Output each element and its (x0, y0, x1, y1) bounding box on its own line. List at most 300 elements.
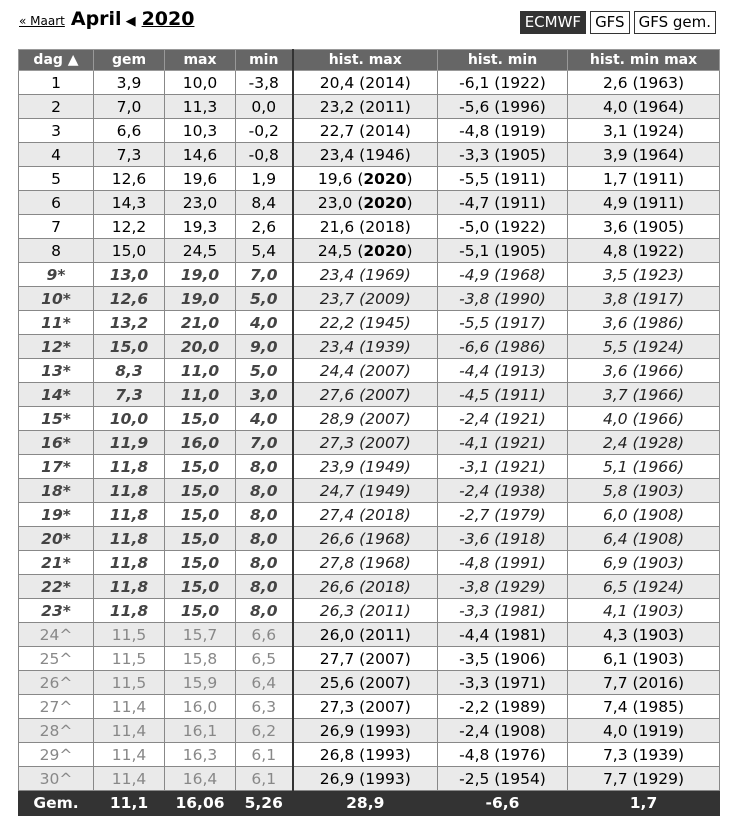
cell-min: 6,3 (236, 695, 293, 719)
cell-dag: 3 (19, 119, 94, 143)
cell-min: 8,0 (236, 479, 293, 503)
table-row (19, 479, 720, 503)
cell-hist-min: -3,5 (1906) (438, 647, 568, 671)
hist-max-year: 2007 (365, 409, 405, 428)
cell-min: 5,0 (236, 359, 293, 383)
cell-dag: 15* (19, 407, 94, 431)
hist-max-value: 26,9 (319, 721, 355, 740)
table-row (19, 383, 720, 407)
footer-hist-max: 28,9 (293, 791, 438, 816)
cell-hist-min: -3,8 (1929) (438, 575, 568, 599)
cell-hist-min: -3,1 (1921) (438, 455, 568, 479)
hist-max-value: 27,3 (319, 697, 355, 716)
cell-gem: 15,0 (94, 239, 165, 263)
cell-hist-min-max: 3,9 (1964) (568, 143, 720, 167)
table-row (19, 335, 720, 359)
cell-dag: 22* (19, 575, 94, 599)
cell-max: 14,6 (165, 143, 236, 167)
cell-max: 24,5 (165, 239, 236, 263)
table-row (19, 671, 720, 695)
table-row (19, 623, 720, 647)
table-body (19, 71, 720, 791)
cell-hist-min-max: 4,9 (1911) (568, 191, 720, 215)
hist-max-value: 20,4 (319, 73, 355, 92)
cell-gem: 12,2 (94, 215, 165, 239)
cell-hist-min: -4,8 (1919) (438, 119, 568, 143)
hist-max-year: 1945 (365, 313, 405, 332)
cell-hist-min: -3,3 (1905) (438, 143, 568, 167)
cell-hist-min-max: 3,6 (1905) (568, 215, 720, 239)
cell-min: 1,9 (236, 167, 293, 191)
cell-gem: 7,3 (94, 383, 165, 407)
model-button-gfs-gem[interactable]: GFS gem. (634, 11, 716, 34)
hist-max-year: 2014 (365, 121, 405, 140)
cell-hist-min-max: 3,6 (1986) (568, 311, 720, 335)
footer-gem: 11,1 (94, 791, 165, 816)
table-row (19, 503, 720, 527)
cell-min: 8,0 (236, 527, 293, 551)
cell-gem: 11,5 (94, 647, 165, 671)
cell-hist-min-max: 4,3 (1903) (568, 623, 720, 647)
hist-max-year: 2007 (365, 649, 405, 668)
hist-max-year: 2011 (365, 625, 405, 644)
hist-max-year: 2018 (365, 505, 405, 524)
hist-max-year: 2007 (365, 385, 405, 404)
cell-hist-min: -6,6 (1986) (438, 335, 568, 359)
cell-max: 11,0 (165, 359, 236, 383)
hist-max-value: 23,4 (319, 337, 355, 356)
cell-max: 15,9 (165, 671, 236, 695)
cell-min: 0,0 (236, 95, 293, 119)
cell-gem: 12,6 (94, 287, 165, 311)
cell-gem: 7,3 (94, 143, 165, 167)
cell-max: 11,0 (165, 383, 236, 407)
hist-max-year: 2007 (365, 673, 405, 692)
cell-hist-max: 27,6 (2007) (293, 383, 438, 407)
cell-hist-min-max: 5,5 (1924) (568, 335, 720, 359)
cell-max: 16,4 (165, 767, 236, 791)
cell-hist-max: 26,9 (1993) (293, 719, 438, 743)
month-navigation (19, 8, 194, 30)
cell-gem: 14,3 (94, 191, 165, 215)
hist-max-value: 26,6 (319, 529, 355, 548)
cell-hist-min: -2,5 (1954) (438, 767, 568, 791)
table-row (19, 239, 720, 263)
cell-hist-max: 27,8 (1968) (293, 551, 438, 575)
cell-hist-min-max: 4,0 (1964) (568, 95, 720, 119)
cell-max: 16,3 (165, 743, 236, 767)
hist-max-year: 2011 (365, 601, 405, 620)
cell-max: 19,6 (165, 167, 236, 191)
cell-min: 4,0 (236, 311, 293, 335)
hist-max-value: 24,4 (319, 361, 355, 380)
cell-hist-max: 24,4 (2007) (293, 359, 438, 383)
cell-hist-min: -4,4 (1913) (438, 359, 568, 383)
cell-gem: 11,9 (94, 431, 165, 455)
table-row (19, 143, 720, 167)
cell-hist-max: 23,2 (2011) (293, 95, 438, 119)
cell-min: 8,0 (236, 575, 293, 599)
cell-dag: 1 (19, 71, 94, 95)
cell-gem: 11,8 (94, 575, 165, 599)
cell-hist-max: 22,2 (1945) (293, 311, 438, 335)
cell-hist-min: -3,6 (1918) (438, 527, 568, 551)
cell-max: 19,0 (165, 263, 236, 287)
hist-max-year: 2009 (365, 289, 405, 308)
model-button-gfs[interactable]: GFS (590, 11, 630, 34)
hist-max-year: 1946 (365, 145, 405, 164)
cell-hist-min-max: 4,0 (1919) (568, 719, 720, 743)
hist-max-value: 23,4 (319, 265, 355, 284)
hist-max-value: 24,7 (319, 481, 355, 500)
cell-gem: 8,3 (94, 359, 165, 383)
cell-hist-min: -2,7 (1979) (438, 503, 568, 527)
table-row (19, 695, 720, 719)
cell-gem: 11,8 (94, 527, 165, 551)
cell-hist-max: 27,7 (2007) (293, 647, 438, 671)
column-header-min[interactable]: min (236, 50, 293, 71)
column-header-gem[interactable]: gem (94, 50, 165, 71)
hist-max-value: 27,8 (319, 553, 355, 572)
cell-hist-max: 23,9 (1949) (293, 455, 438, 479)
cell-gem: 11,4 (94, 695, 165, 719)
cell-hist-min: -4,1 (1921) (438, 431, 568, 455)
cell-max: 11,3 (165, 95, 236, 119)
cell-hist-max: 26,8 (1993) (293, 743, 438, 767)
cell-max: 15,0 (165, 527, 236, 551)
cell-dag: 28^ (19, 719, 94, 743)
cell-hist-max: 25,6 (2007) (293, 671, 438, 695)
cell-dag: 10* (19, 287, 94, 311)
hist-max-value: 21,6 (319, 217, 355, 236)
cell-min: 5,4 (236, 239, 293, 263)
cell-hist-min-max: 3,6 (1966) (568, 359, 720, 383)
cell-min: 8,0 (236, 599, 293, 623)
cell-min: -3,8 (236, 71, 293, 95)
table-row (19, 71, 720, 95)
cell-hist-max: 23,0 (2020) (293, 191, 438, 215)
cell-gem: 11,8 (94, 455, 165, 479)
cell-hist-max: 26,6 (1968) (293, 527, 438, 551)
cell-hist-max: 23,4 (1946) (293, 143, 438, 167)
cell-dag: 7 (19, 215, 94, 239)
cell-gem: 6,6 (94, 119, 165, 143)
cell-dag: 20* (19, 527, 94, 551)
cell-max: 16,0 (165, 695, 236, 719)
hist-max-value: 24,5 (317, 241, 353, 260)
cell-max: 20,0 (165, 335, 236, 359)
year-link[interactable]: 2020 (141, 8, 195, 30)
cell-gem: 11,8 (94, 551, 165, 575)
cell-hist-min: -4,7 (1911) (438, 191, 568, 215)
table-row (19, 311, 720, 335)
hist-max-value: 22,7 (319, 121, 355, 140)
cell-min: 6,2 (236, 719, 293, 743)
cell-min: 8,0 (236, 503, 293, 527)
cell-gem: 11,4 (94, 743, 165, 767)
cell-max: 21,0 (165, 311, 236, 335)
cell-hist-min-max: 7,7 (1929) (568, 767, 720, 791)
cell-max: 23,0 (165, 191, 236, 215)
cell-min: 3,0 (236, 383, 293, 407)
cell-hist-max: 28,9 (2007) (293, 407, 438, 431)
cell-hist-max: 27,3 (2007) (293, 431, 438, 455)
table-row (19, 167, 720, 191)
cell-gem: 7,0 (94, 95, 165, 119)
table-row (19, 647, 720, 671)
hist-max-year: 1949 (365, 457, 405, 476)
cell-min: 8,4 (236, 191, 293, 215)
cell-hist-max: 26,3 (2011) (293, 599, 438, 623)
table-row (19, 191, 720, 215)
cell-gem: 11,5 (94, 623, 165, 647)
cell-hist-max: 23,4 (1939) (293, 335, 438, 359)
model-selector (520, 11, 716, 34)
hist-max-year: 1993 (365, 721, 405, 740)
hist-max-year: 2011 (365, 97, 405, 116)
cell-min: 4,0 (236, 407, 293, 431)
cell-gem: 15,0 (94, 335, 165, 359)
cell-hist-max: 23,4 (1969) (293, 263, 438, 287)
cell-hist-min-max: 4,1 (1903) (568, 599, 720, 623)
hist-max-year: 2020 (363, 193, 407, 212)
cell-max: 16,0 (165, 431, 236, 455)
cell-min: -0,8 (236, 143, 293, 167)
footer-hist-min: -6,6 (438, 791, 568, 816)
cell-hist-max: 26,6 (2018) (293, 575, 438, 599)
cell-dag: 11* (19, 311, 94, 335)
cell-gem: 10,0 (94, 407, 165, 431)
hist-max-value: 26,9 (319, 769, 355, 788)
cell-min: 6,1 (236, 743, 293, 767)
cell-hist-min: -5,1 (1905) (438, 239, 568, 263)
cell-hist-min: -4,5 (1911) (438, 383, 568, 407)
cell-hist-min-max: 3,1 (1924) (568, 119, 720, 143)
cell-gem: 11,4 (94, 767, 165, 791)
table-row (19, 119, 720, 143)
cell-hist-min: -2,4 (1921) (438, 407, 568, 431)
hist-max-year: 2020 (363, 241, 407, 260)
cell-hist-min: -3,8 (1990) (438, 287, 568, 311)
column-header-dag[interactable]: dag ▲ (19, 50, 94, 71)
cell-hist-min-max: 5,1 (1966) (568, 455, 720, 479)
cell-min: 7,0 (236, 431, 293, 455)
hist-max-year: 1993 (365, 769, 405, 788)
previous-month-link[interactable]: « Maart (19, 14, 65, 28)
cell-dag: 6 (19, 191, 94, 215)
column-header-hist-max[interactable]: hist. max (293, 50, 438, 71)
cell-gem: 13,2 (94, 311, 165, 335)
table-row (19, 599, 720, 623)
hist-max-value: 26,0 (319, 625, 355, 644)
cell-min: 7,0 (236, 263, 293, 287)
table-row (19, 95, 720, 119)
cell-gem: 12,6 (94, 167, 165, 191)
cell-hist-min: -4,4 (1981) (438, 623, 568, 647)
cell-min: -0,2 (236, 119, 293, 143)
cell-hist-min-max: 3,8 (1917) (568, 287, 720, 311)
cell-gem: 11,8 (94, 479, 165, 503)
cell-max: 15,0 (165, 479, 236, 503)
cell-max: 15,0 (165, 503, 236, 527)
cell-dag: 21* (19, 551, 94, 575)
table-row (19, 431, 720, 455)
cell-hist-min-max: 2,4 (1928) (568, 431, 720, 455)
cell-dag: 9* (19, 263, 94, 287)
cell-gem: 11,8 (94, 503, 165, 527)
cell-min: 8,0 (236, 551, 293, 575)
cell-hist-min-max: 4,8 (1922) (568, 239, 720, 263)
hist-max-year: 1993 (365, 745, 405, 764)
cell-min: 6,4 (236, 671, 293, 695)
cell-hist-min: -6,1 (1922) (438, 71, 568, 95)
cell-gem: 13,0 (94, 263, 165, 287)
cell-max: 10,0 (165, 71, 236, 95)
hist-max-year: 1939 (365, 337, 405, 356)
temperature-table (18, 49, 720, 816)
hist-max-value: 26,6 (319, 577, 355, 596)
previous-arrow-icon[interactable]: ◀ (125, 14, 136, 29)
cell-max: 15,0 (165, 455, 236, 479)
cell-max: 15,0 (165, 575, 236, 599)
hist-max-value: 28,9 (319, 409, 355, 428)
cell-dag: 19* (19, 503, 94, 527)
cell-min: 5,0 (236, 287, 293, 311)
table-row (19, 407, 720, 431)
column-header-hist-min-max[interactable]: hist. min max (568, 50, 720, 71)
table-row (19, 215, 720, 239)
table-row (19, 575, 720, 599)
cell-dag: 23* (19, 599, 94, 623)
cell-hist-min-max: 5,8 (1903) (568, 479, 720, 503)
hist-max-value: 27,6 (319, 385, 355, 404)
hist-max-year: 1968 (365, 529, 405, 548)
footer-label: Gem. (19, 791, 94, 816)
hist-max-year: 1968 (365, 553, 405, 572)
cell-hist-min: -5,5 (1917) (438, 311, 568, 335)
hist-max-value: 27,4 (319, 505, 355, 524)
cell-max: 15,8 (165, 647, 236, 671)
cell-min: 2,6 (236, 215, 293, 239)
cell-hist-min: -2,2 (1989) (438, 695, 568, 719)
cell-hist-max: 26,9 (1993) (293, 767, 438, 791)
cell-hist-max: 26,0 (2011) (293, 623, 438, 647)
cell-dag: 16* (19, 431, 94, 455)
cell-min: 6,5 (236, 647, 293, 671)
cell-dag: 18* (19, 479, 94, 503)
cell-max: 10,3 (165, 119, 236, 143)
cell-gem: 3,9 (94, 71, 165, 95)
table-header-row (19, 50, 720, 71)
hist-max-value: 27,7 (319, 649, 355, 668)
cell-hist-max: 21,6 (2018) (293, 215, 438, 239)
cell-hist-min-max: 4,0 (1966) (568, 407, 720, 431)
cell-hist-min-max: 3,7 (1966) (568, 383, 720, 407)
hist-max-value: 26,3 (319, 601, 355, 620)
month-title: April (70, 8, 122, 30)
hist-max-value: 25,6 (319, 673, 355, 692)
cell-dag: 14* (19, 383, 94, 407)
cell-max: 15,0 (165, 599, 236, 623)
cell-hist-min-max: 1,7 (1911) (568, 167, 720, 191)
hist-max-value: 23,4 (319, 145, 355, 164)
hist-max-year: 2018 (365, 217, 405, 236)
model-button-ecmwf[interactable]: ECMWF (520, 11, 586, 34)
hist-max-year: 1949 (365, 481, 405, 500)
cell-min: 6,6 (236, 623, 293, 647)
cell-dag: 25^ (19, 647, 94, 671)
table-row (19, 359, 720, 383)
cell-max: 19,0 (165, 287, 236, 311)
cell-hist-max: 27,4 (2018) (293, 503, 438, 527)
footer-hist-min-max: 1,7 (568, 791, 720, 816)
cell-hist-min-max: 2,6 (1963) (568, 71, 720, 95)
cell-max: 16,1 (165, 719, 236, 743)
cell-min: 6,1 (236, 767, 293, 791)
cell-dag: 12* (19, 335, 94, 359)
hist-max-year: 2007 (365, 697, 405, 716)
cell-hist-min: -5,6 (1996) (438, 95, 568, 119)
cell-dag: 26^ (19, 671, 94, 695)
cell-hist-max: 19,6 (2020) (293, 167, 438, 191)
top-bar (0, 0, 729, 48)
column-header-hist-min[interactable]: hist. min (438, 50, 568, 71)
cell-hist-max: 24,5 (2020) (293, 239, 438, 263)
cell-hist-min: -3,3 (1981) (438, 599, 568, 623)
cell-hist-max: 24,7 (1949) (293, 479, 438, 503)
cell-hist-min: -4,9 (1968) (438, 263, 568, 287)
cell-hist-min-max: 6,9 (1903) (568, 551, 720, 575)
hist-max-value: 19,6 (317, 169, 353, 188)
cell-min: 9,0 (236, 335, 293, 359)
cell-dag: 27^ (19, 695, 94, 719)
table-row (19, 767, 720, 791)
table-row (19, 455, 720, 479)
footer-max: 16,06 (165, 791, 236, 816)
cell-dag: 2 (19, 95, 94, 119)
cell-min: 8,0 (236, 455, 293, 479)
cell-hist-max: 23,7 (2009) (293, 287, 438, 311)
hist-max-year: 2020 (363, 169, 407, 188)
table-footer-row (19, 791, 720, 816)
cell-max: 15,0 (165, 551, 236, 575)
cell-hist-min-max: 6,0 (1908) (568, 503, 720, 527)
hist-max-value: 27,3 (319, 433, 355, 452)
table-row (19, 263, 720, 287)
cell-gem: 11,8 (94, 599, 165, 623)
cell-hist-min-max: 6,4 (1908) (568, 527, 720, 551)
hist-max-year: 2007 (365, 433, 405, 452)
cell-dag: 8 (19, 239, 94, 263)
cell-hist-min: -5,5 (1911) (438, 167, 568, 191)
table-row (19, 743, 720, 767)
cell-hist-max: 20,4 (2014) (293, 71, 438, 95)
cell-hist-min: -2,4 (1938) (438, 479, 568, 503)
footer-min: 5,26 (236, 791, 293, 816)
hist-max-value: 23,2 (319, 97, 355, 116)
cell-gem: 11,5 (94, 671, 165, 695)
cell-hist-min: -2,4 (1908) (438, 719, 568, 743)
table-row (19, 719, 720, 743)
cell-gem: 11,4 (94, 719, 165, 743)
cell-hist-min-max: 7,3 (1939) (568, 743, 720, 767)
hist-max-value: 22,2 (319, 313, 355, 332)
cell-hist-max: 27,3 (2007) (293, 695, 438, 719)
hist-max-value: 23,7 (319, 289, 355, 308)
hist-max-year: 1969 (365, 265, 405, 284)
cell-hist-min-max: 3,5 (1923) (568, 263, 720, 287)
column-header-max[interactable]: max (165, 50, 236, 71)
